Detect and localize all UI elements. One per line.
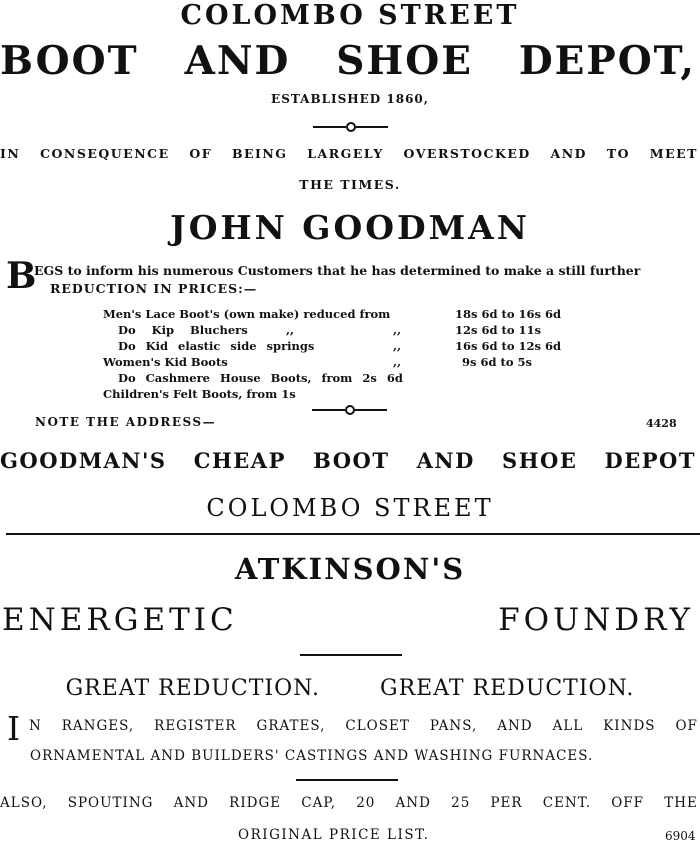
consequence-word: IN [0,146,21,161]
price-value: 12s 6d to 11s [455,323,541,337]
ranges-word: KINDS [603,718,656,734]
established-line: ESTABLISHED 1860, [271,92,429,106]
great-reduction-text: GREAT REDUCTION. [65,676,320,701]
great-reduction-text: GREAT REDUCTION. [380,676,635,701]
price-item: Do Cashmere House Boots, from 2s 6d [118,371,403,385]
great-reduction-line [0,676,700,701]
ornament-divider [312,405,387,415]
heading-word: SHOE [336,38,473,84]
ranges-word: GRATES, [256,718,326,734]
also-word: RIDGE [229,795,282,811]
also-word: PER [490,795,523,811]
also-word: AND [395,795,431,811]
heading-word: AND [184,38,291,84]
the-times-line: THE TIMES. [299,177,401,192]
consequence-line [0,146,698,161]
depot-word: GOODMAN'S [0,448,167,473]
depot-word: CHEAP [193,448,286,473]
note-address: NOTE THE ADDRESS— [35,415,217,429]
price-value: 9s 6d to 5s [462,355,532,369]
also-word: CAP, [301,795,337,811]
ad-reference-number: 4428 [646,417,677,430]
consequence-word: OVERSTOCKED [403,146,531,161]
ditto-mark: ,, [393,323,402,337]
ad-reference-number: 6904 [665,829,696,843]
drop-cap-b: B [6,255,37,297]
ditto-mark: ,, [286,323,295,337]
short-rule [296,779,398,781]
begs-text: EGS to inform his numerous Customers that he has determined to make a still further [34,263,641,278]
ornamental-line: ORNAMENTAL AND BUILDERS' CASTINGS AND WASHING FURNACES. [30,748,594,764]
also-word: 25 [451,795,471,811]
ranges-line [29,718,698,734]
price-item: Women's Kid Boots [103,355,228,369]
consequence-word: OF [189,146,213,161]
ranges-word: RANGES, [61,718,135,734]
also-word: ALSO, [0,795,48,811]
price-value: 16s 6d to 12s 6d [455,339,562,353]
heading-word: DEPOT, [518,38,696,84]
foundry-word: FOUNDRY [498,602,694,638]
consequence-word: AND [550,146,587,161]
price-item: Do Kip Bluchers [118,323,248,337]
consequence-word: LARGELY [307,146,384,161]
ranges-word: OF [675,718,698,734]
cheap-boot-depot-line [0,448,696,473]
drop-cap-i: I [7,709,21,748]
energetic-foundry-heading [2,602,694,638]
consequence-word: BEING [231,146,288,161]
reduction-text: REDUCTION IN PRICES:— [50,281,258,296]
depot-word: DEPOT [604,448,696,473]
also-spouting-line [0,795,698,811]
ad-divider-rule [6,533,700,535]
ranges-word: ALL [552,718,584,734]
depot-word: AND [416,448,475,473]
ranges-word: REGISTER [154,718,237,734]
ranges-word: N [29,718,42,734]
also-word: SPOUTING [67,795,154,811]
original-price-list: ORIGINAL PRICE LIST. [238,827,430,843]
price-item: Children's Felt Boots, from 1s [103,387,296,401]
also-word: THE [664,795,698,811]
ranges-word: PANS, [429,718,478,734]
depot-word: SHOE [502,448,578,473]
short-rule [300,654,402,656]
also-word: CENT. [542,795,592,811]
colombo-street-heading: COLOMBO STREET [180,0,520,31]
also-word: OFF [611,795,645,811]
consequence-word: TO [606,146,630,161]
depot-word: BOOT [313,448,390,473]
ranges-word: CLOSET [345,718,410,734]
ditto-mark: ,, [393,339,402,353]
colombo-street-address: COLOMBO STREET [206,494,494,522]
proprietor-name: JOHN GOODMAN [170,208,530,247]
consequence-word: CONSEQUENCE [40,146,170,161]
ditto-mark: ,, [393,355,402,369]
ornament-divider [313,122,388,132]
also-word: AND [173,795,209,811]
also-word: 20 [356,795,376,811]
price-value: 18s 6d to 16s 6d [455,307,562,321]
ranges-word: AND [497,718,533,734]
consequence-word: MEET [649,146,698,161]
heading-word: BOOT [0,38,139,84]
atkinsons-heading: ATKINSON'S [234,552,466,586]
price-item: Men's Lace Boot's (own make) reduced from [103,307,391,321]
boot-and-shoe-depot-heading [0,38,696,84]
energetic-word: ENERGETIC [2,602,238,638]
price-item: Do Kid elastic side springs [118,339,315,353]
